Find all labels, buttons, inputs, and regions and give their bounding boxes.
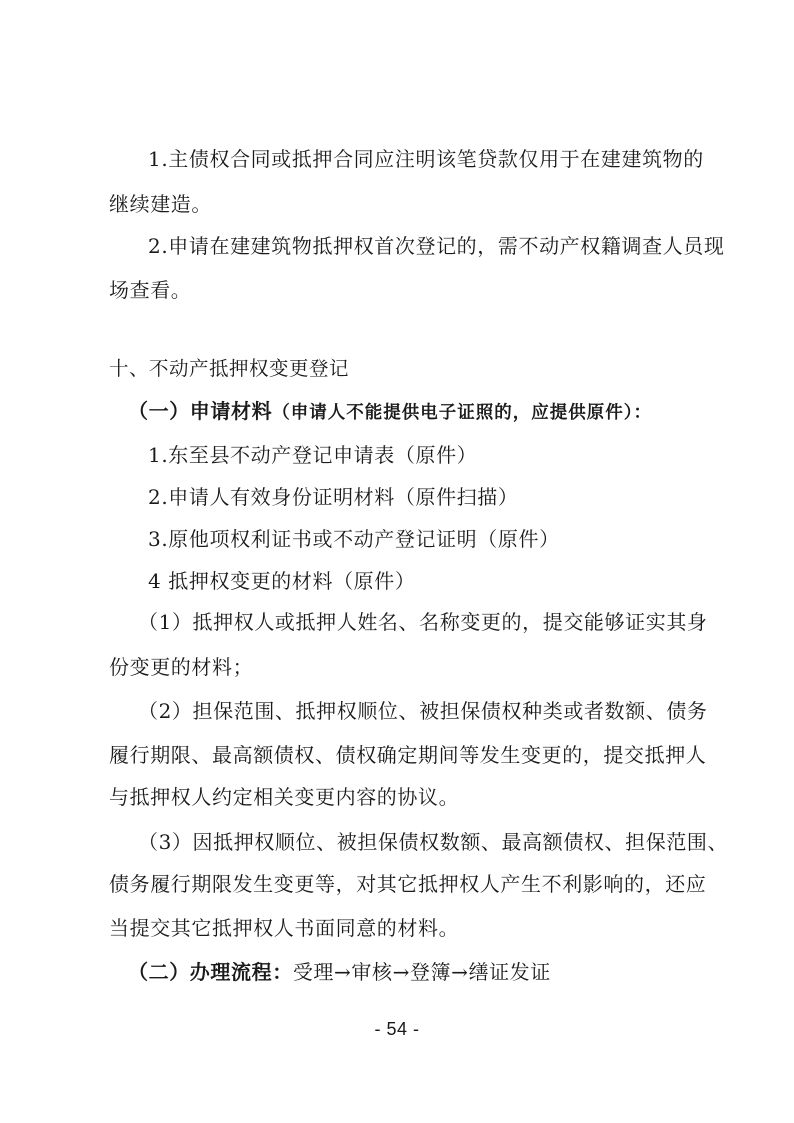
note-2-line-2: 场查看。: [109, 278, 192, 302]
material-item: 3.原他项权利证书或不动产登记证明（原件）: [148, 527, 560, 551]
sub-item-1-line-2: 份变更的材料；: [109, 655, 254, 679]
materials-note: （申请人不能提供电子证照的，应提供原件）：: [272, 403, 652, 423]
page-number: - 54 -: [374, 1019, 420, 1039]
note-1-line-2: 继续建造。: [109, 192, 212, 216]
sub-item-1-line-1: （1）抵押权人或抵押人姓名、名称变更的，提交能够证实其身: [138, 610, 708, 634]
sub-item-3-line-2: 债务履行期限发生变更等，对其它抵押权人产生不利影响的，还应: [109, 872, 707, 896]
sub-item-2-line-1: （2）担保范围、抵押权顺位、被担保债权种类或者数额、债务: [138, 699, 708, 723]
material-item: 1.东至县不动产登记申请表（原件）: [148, 443, 478, 467]
process-line: [128, 958, 551, 986]
note-1-line-1: 1.主债权合同或抵押合同应注明该笔贷款仅用于在建建筑物的: [148, 147, 704, 171]
note-2-line-1: 2.申请在建建筑物抵押权首次登记的，需不动产权籍调查人员现: [148, 234, 725, 258]
sub-item-3-line-3: 当提交其它抵押权人书面同意的材料。: [109, 916, 460, 940]
sub-item-2-line-3: 与抵押权人约定相关变更内容的协议。: [109, 785, 460, 809]
material-item: 2.申请人有效身份证明材料（原件扫描）: [148, 485, 519, 509]
process-steps: 受理→审核→登簿→缮证发证: [292, 960, 551, 984]
sub-item-2-line-2: 履行期限、最高额债权、债权确定期间等发生变更的，提交抵押人: [109, 743, 707, 767]
section-title: 十、不动产抵押权变更登记: [109, 357, 350, 380]
material-item: 4 抵押权变更的材料（原件）: [148, 569, 416, 593]
materials-heading: （一）申请材料: [128, 399, 273, 423]
sub-item-3-line-1: （3）因抵押权顺位、被担保债权数额、最高额债权、担保范围、: [138, 830, 729, 854]
materials-heading-line: [128, 397, 652, 427]
process-heading: （二）办理流程：: [128, 960, 293, 984]
